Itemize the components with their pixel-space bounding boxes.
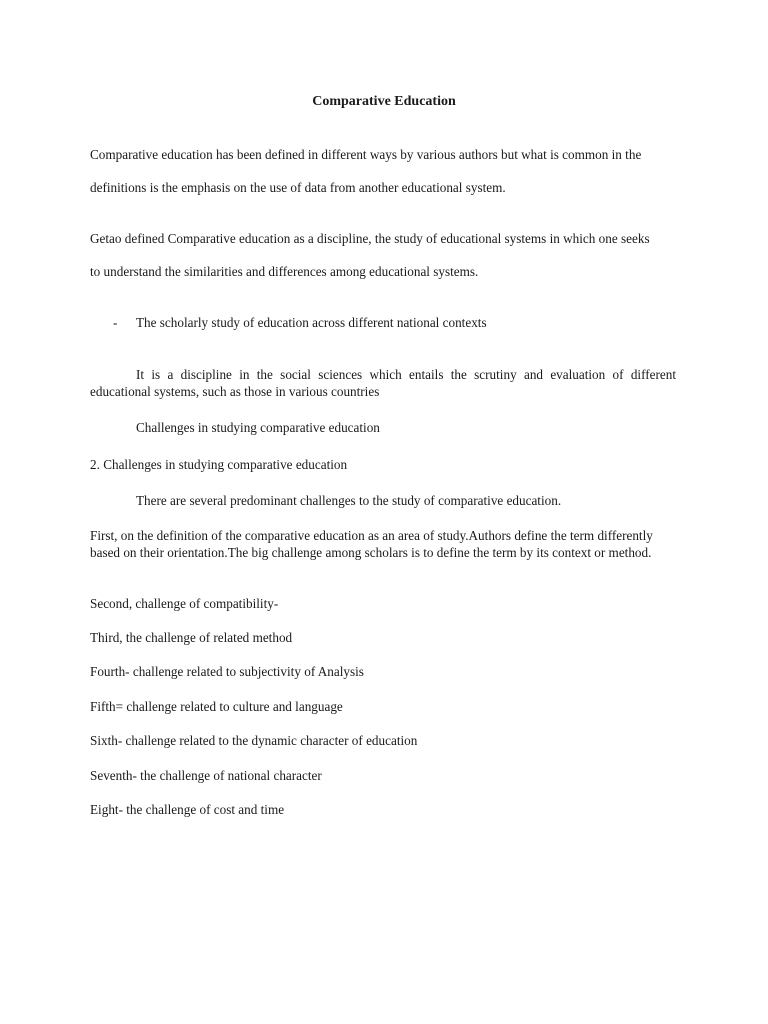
paragraph-5: First, on the definition of the comparative education as an area of study.Authors define the term differently based on their orientation.The big challenge among scholars is to define the term by its context or method. <box>90 528 653 560</box>
indented-heading: Challenges in studying comparative education <box>136 420 380 435</box>
paragraph-2-line-2: to understand the similarities and differences among educational systems. <box>90 264 479 279</box>
numbered-heading: 2. Challenges in studying comparative education <box>90 457 348 472</box>
bullet-marker: - <box>113 315 118 330</box>
challenge-item: Seventh- the challenge of national character <box>90 768 322 783</box>
challenge-item: Eight- the challenge of cost and time <box>90 802 285 817</box>
challenge-item: Second, challenge of compatibility- <box>90 596 279 611</box>
challenge-item: Third, the challenge of related method <box>90 630 293 645</box>
challenge-item: Fifth= challenge related to culture and language <box>90 699 343 714</box>
paragraph-1-line-1: Comparative education has been defined in different ways by various authors but what is common in the <box>90 147 642 162</box>
document-title: Comparative Education <box>312 94 456 109</box>
challenge-item: Sixth- challenge related to the dynamic character of education <box>90 733 418 748</box>
paragraph-2-line-1: Getao defined Comparative education as a discipline, the study of educational systems in which one seeks <box>90 231 650 246</box>
paragraph-3: It is a discipline in the social sciences which entails the scrutiny and evaluation of different educational systems, such as those in various countries <box>90 367 676 399</box>
paragraph-1-line-2: definitions is the emphasis on the use of data from another educational system. <box>90 180 506 195</box>
challenge-item: Fourth- challenge related to subjectivity of Analysis <box>90 664 364 679</box>
bullet-item: The scholarly study of education across different national contexts <box>136 315 487 330</box>
paragraph-4: There are several predominant challenges to the study of comparative education. <box>136 493 562 508</box>
